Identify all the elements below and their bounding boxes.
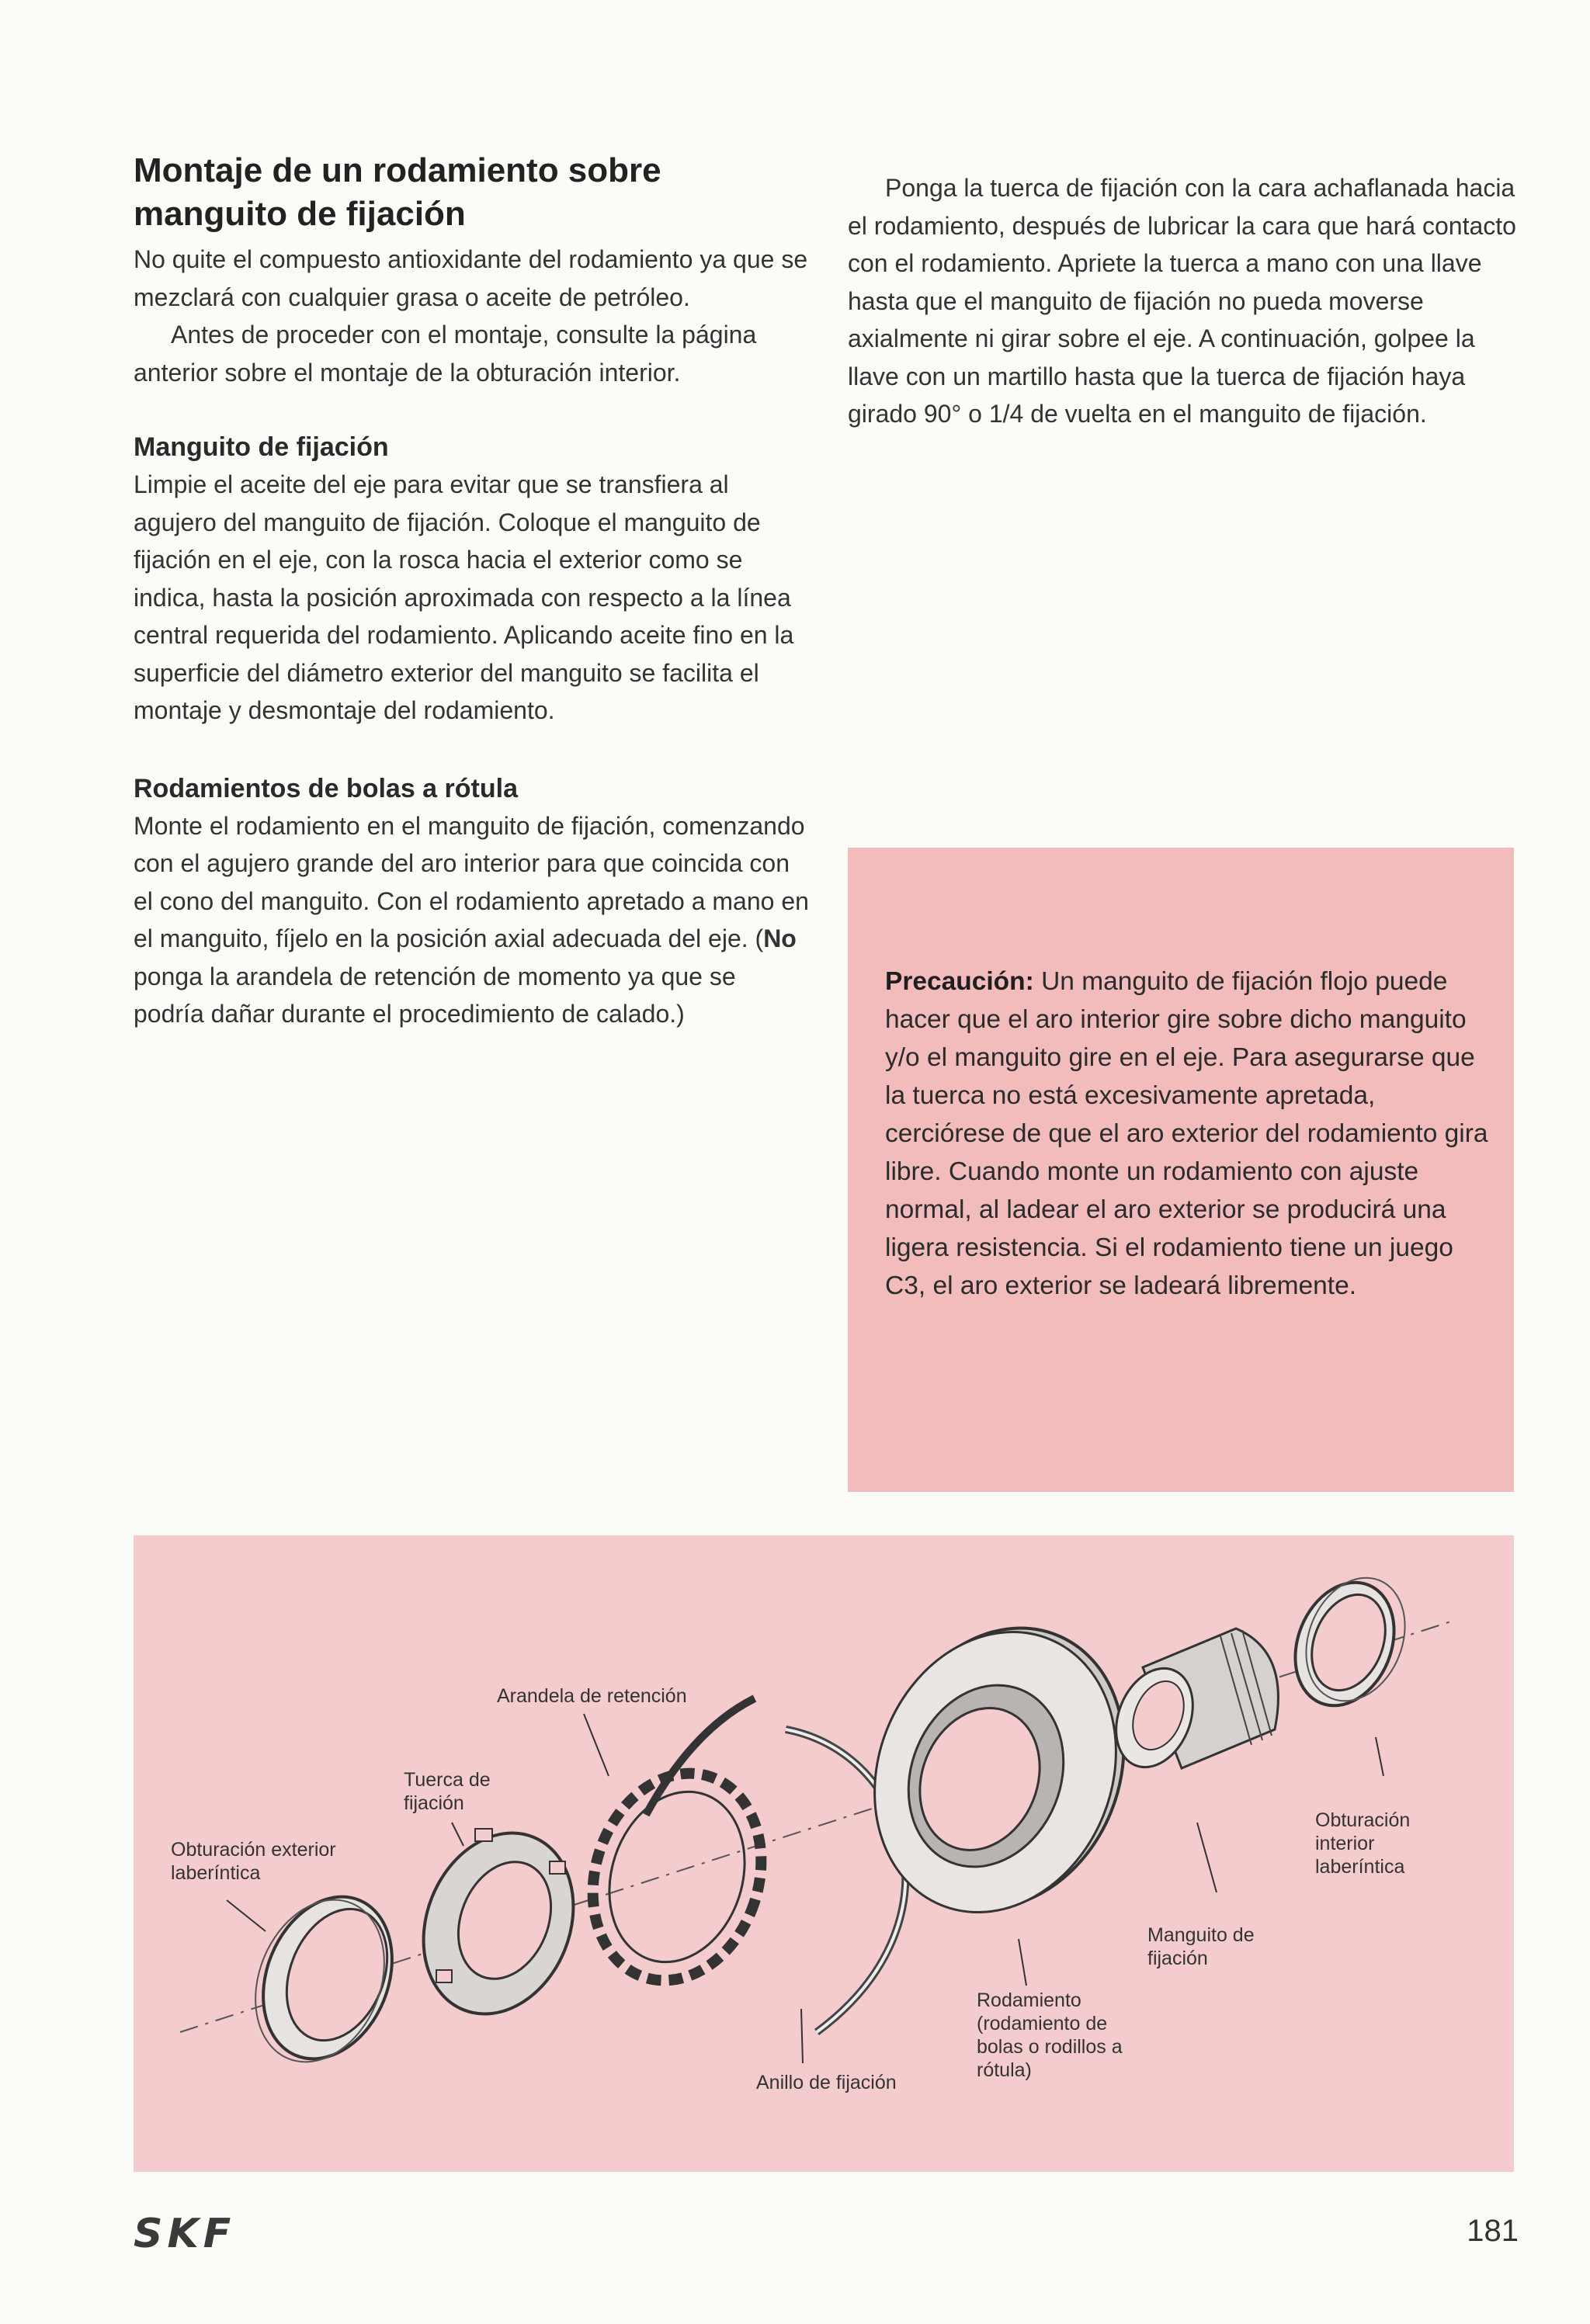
label-inner-seal-line3: laberíntica [1315, 1856, 1405, 1878]
section-heading-manguito: Manguito de fijación [134, 432, 389, 462]
label-lock-nut-line2: fijación [404, 1792, 464, 1814]
section-body-rodamientos-bold: No [763, 924, 797, 952]
page-title-line1: Montaje de un rodamiento sobre [134, 151, 661, 189]
label-inner-seal [1315, 1809, 1410, 1878]
label-bearing-line1: Rodamiento [977, 1989, 1081, 2011]
exploded-assembly-figure [134, 1535, 1514, 2172]
caution-label: Precaución: [885, 967, 1034, 996]
spacer [134, 391, 809, 428]
label-bearing-line3: bolas o rodillos a [977, 2036, 1123, 2058]
label-adapter-sleeve-line2: fijación [1147, 1948, 1208, 1969]
page-title-line2: manguito de fijación [134, 195, 466, 233]
right-paragraph: Ponga la tuerca de fijación con la cara achaflanada hacia el rodamiento, después de lubricar la cara que hará contacto con el rodamiento. Apriete la tuerca a mano con una llave hasta que el manguito de fijación no pueda moverse axialmente ni girar sobre el eje. A continuación, golpee la llave con un martillo hasta que la tuerca de fijación haya girado 90° o 1/4 de vuelta en el manguito de fijación. [848, 174, 1516, 428]
label-bearing-line2: (rodamiento de [977, 2013, 1108, 2034]
label-outer-seal [171, 1838, 336, 1885]
page-number: 181 [1467, 2214, 1519, 2248]
label-outer-seal-line2: laberíntica [171, 1862, 261, 1884]
bearing-shape [834, 1591, 1165, 1948]
section-body-rodamientos [134, 807, 809, 1033]
right-column [848, 169, 1531, 433]
caution-body: Un manguito de fijación flojo puede hacer que el aro interior gire sobre dicho manguito y/o el manguito gire en el eje. Para asegurarse que la tuerca no está excesivamente apretada, cerciórese de que el aro exterior del rodamiento gira libre. Cuando monte un rodamiento con ajuste normal, al ladear el aro exterior se producirá una ligera resistencia. Si el rodamiento tiene un juego C3, el aro exterior se ladeará libremente. [885, 967, 1488, 1300]
section-heading-rodamientos: Rodamientos de bolas a rótula [134, 773, 518, 803]
intro-paragraph-2: Antes de proceder con el montaje, consulte la página anterior sobre el montaje de la obturación interior. [134, 321, 757, 387]
label-bearing [977, 1989, 1123, 2082]
intro-paragraph-1: No quite el compuesto antioxidante del rodamiento ya que se mezclará con cualquier grasa o aceite de petróleo. [134, 245, 808, 311]
label-lock-nut [404, 1768, 491, 1815]
left-column [134, 149, 809, 1033]
outer-labyrinth-seal-shape [232, 1878, 415, 2082]
spacer [134, 730, 809, 770]
section-body-rodamientos-a: Monte el rodamiento en el manguito de fijación, comenzando con el agujero grande del aro interior para que coincida con el cono del manguito. Con el rodamiento apretado a mano en el manguito, fíjelo en la posición axial adecuada del eje. ( [134, 811, 809, 952]
label-adapter-sleeve-line1: Manguito de [1147, 1924, 1255, 1946]
lock-washer-shape [567, 1698, 787, 2003]
label-inner-seal-line2: interior [1315, 1833, 1375, 1854]
label-lock-washer: Arandela de retención [497, 1685, 687, 1707]
label-bearing-line4: rótula) [977, 2059, 1032, 2081]
section-body-rodamientos-b: ponga la arandela de retención de momento ya que se podría dañar durante el procedimiento de calado.) [134, 962, 736, 1028]
label-adapter-sleeve [1147, 1923, 1255, 1970]
label-snap-ring: Anillo de fijación [756, 2072, 897, 2093]
caution-text [885, 963, 1491, 1305]
page-title [134, 149, 809, 236]
caution-box [848, 848, 1514, 1492]
inner-labyrinth-seal-shape [1278, 1563, 1423, 1720]
skf-logo: SKF [134, 2211, 236, 2257]
label-lock-nut-line1: Tuerca de [404, 1769, 491, 1791]
lock-nut-shape [398, 1810, 600, 2036]
section-body-manguito: Limpie el aceite del eje para evitar que se transfiera al agujero del manguito de fijación. Coloque el manguito de fijación en el eje, con la rosca hacia el exterior como se indica, hasta la posición aproximada con respecto a la línea central requerida del rodamiento. Aplicando aceite fino en la superficie del diámetro exterior del manguito se facilita el montaje y desmontaje del rodamiento. [134, 470, 794, 724]
label-outer-seal-line1: Obturación exterior [171, 1839, 336, 1861]
label-inner-seal-line1: Obturación [1315, 1809, 1411, 1831]
adapter-sleeve-shape [1102, 1629, 1279, 1778]
